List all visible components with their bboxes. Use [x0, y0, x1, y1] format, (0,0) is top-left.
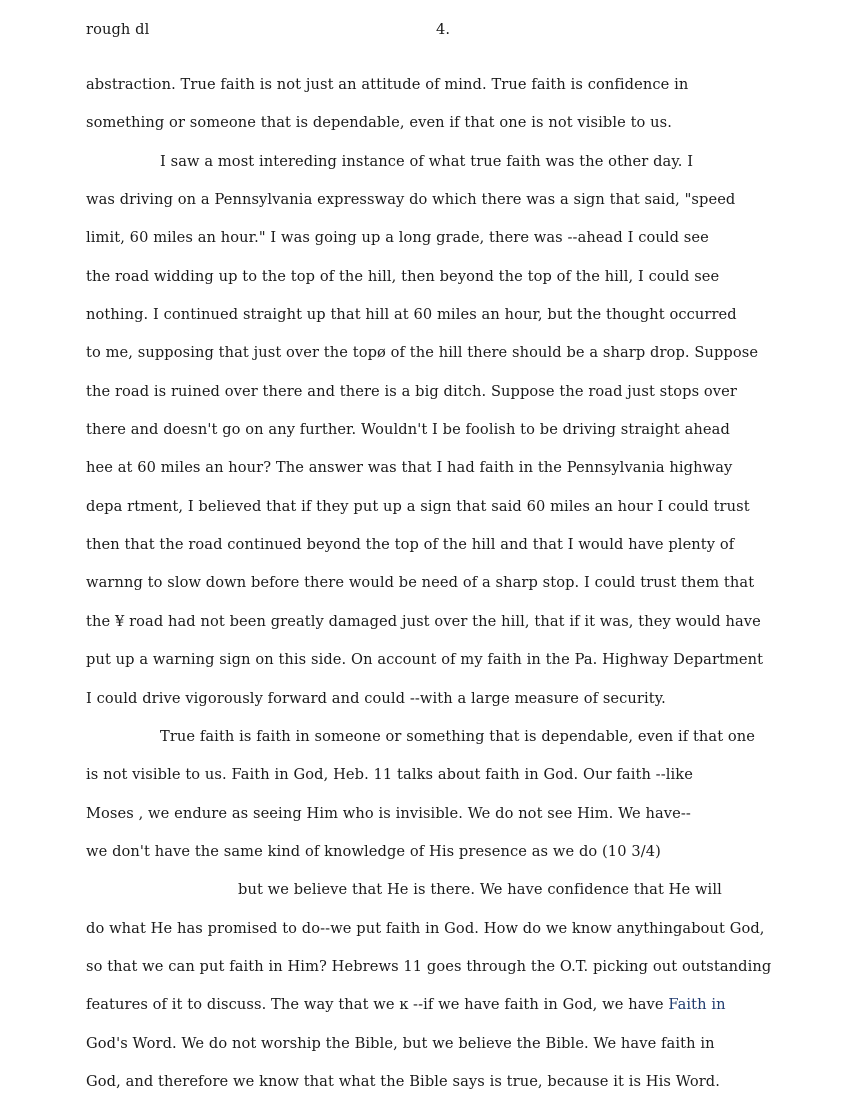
- highlighted-text: Faith in: [668, 996, 726, 1014]
- text-line: to me, supposing that just over the topø of the hill there should be a sharp drop. Suppose: [86, 344, 759, 362]
- text-line: something or someone that is dependable, even if that one is not visible to us.: [86, 114, 673, 132]
- header-label: rough dl: [86, 21, 150, 38]
- text-line: is not visible to us. Faith in God, Heb. 11 talks about faith in God. Our faith --like: [86, 766, 693, 784]
- text-line: the road widding up to the top of the hill, then beyond the top of the hill, I could see: [86, 267, 720, 285]
- text-line: the ¥ road had not been greatly damaged just over the hill, that if it was, they would have: [86, 612, 761, 630]
- text-line: hee at 60 miles an hour? The answer was that I had faith in the Pennsylvania highway: [86, 459, 733, 477]
- text-line: God's Word. We do not worship the Bible, but we believe the Bible. We have faith in: [86, 1034, 715, 1052]
- paragraph-start-line: I saw a most intereding instance of what true faith was the other day. I: [160, 152, 694, 170]
- text-line: I could drive vigorously forward and could --with a large measure of security.: [86, 689, 666, 707]
- text-line: do what He has promised to do--we put faith in God. How do we know anythingabout God,: [86, 919, 765, 937]
- text-line: was driving on a Pennsylvania expressway do which there was a sign that said, "speed: [86, 191, 736, 209]
- text-line: [86, 994, 846, 1032]
- text-line: Moses , we endure as seeing Him who is invisible. We do not see Him. We have--: [86, 804, 691, 822]
- text-line: God, and therefore we know that what the Bible says is true, because it is His Word.: [86, 1072, 720, 1090]
- text-line: put up a warning sign on this side. On account of my faith in the Pa. Highway Department: [86, 651, 764, 669]
- text-line: warnng to slow down before there would be need of a sharp stop. I could trust them that: [86, 574, 755, 592]
- text-line: so that we can put faith in Him? Hebrews 11 goes through the O.T. picking out outstanding: [86, 957, 772, 975]
- text-line: nothing. I continued straight up that hill at 60 miles an hour, but the thought occurred: [86, 306, 737, 324]
- text-line: abstraction. True faith is not just an attitude of mind. True faith is confidence in: [86, 76, 689, 93]
- text-line: limit, 60 miles an hour." I was going up a long grade, there was --ahead I could see: [86, 229, 709, 247]
- text-line: then that the road continued beyond the top of the hill and that I would have plenty of: [86, 536, 735, 554]
- text-line: depa rtment, I believed that if they put up a sign that said 60 miles an hour I could trust: [86, 497, 750, 515]
- text-segment: features of it to discuss. The way that we ĸ --if we have faith in God, we have: [86, 996, 669, 1014]
- text-line: there and doesn't go on any further. Wouldn't I be foolish to be driving straight ahead: [86, 421, 730, 439]
- text-line: the road is ruined over there and there is a big ditch. Suppose the road just stops over: [86, 382, 737, 400]
- continuation-line: but we believe that He is there. We have confidence that He will: [238, 881, 722, 899]
- page-number: 4.: [436, 21, 451, 38]
- text-line: we don't have the same kind of knowledge of His presence as we do (10 3/4): [86, 842, 661, 860]
- document-body: [86, 74, 846, 1109]
- paragraph-start-line: True faith is faith in someone or something that is dependable, even if that one: [160, 727, 756, 745]
